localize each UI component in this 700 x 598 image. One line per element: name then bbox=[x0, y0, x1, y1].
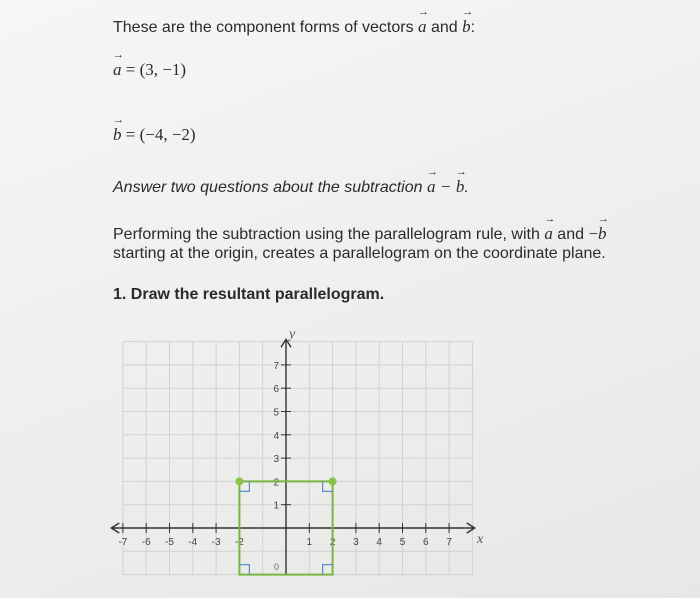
coordinate-graph[interactable] bbox=[105, 318, 495, 578]
vector-b-equation bbox=[113, 125, 196, 145]
vector-a-equation bbox=[113, 60, 186, 80]
intro-label: These are the component forms of vectors bbox=[113, 19, 414, 36]
paragraph-vector-b: → b bbox=[598, 224, 607, 244]
y-tick-label: 5 bbox=[273, 407, 279, 419]
x-tick-label: -7 bbox=[118, 537, 128, 548]
x-tick-label: -5 bbox=[165, 537, 174, 548]
x-tick-label: -4 bbox=[188, 537, 198, 548]
question-minus: − bbox=[439, 177, 452, 196]
vector-b-name: → b bbox=[113, 125, 122, 145]
x-tick-label: 6 bbox=[423, 537, 429, 548]
x-tick-label: -3 bbox=[211, 537, 221, 548]
vector-b-value: = (−4, −2) bbox=[125, 125, 196, 144]
x-tick-label: 4 bbox=[376, 537, 382, 548]
y-tick-label: 6 bbox=[273, 384, 279, 396]
vector-a-symbol: → a bbox=[418, 17, 427, 37]
x-tick-label: 7 bbox=[446, 537, 452, 548]
paragraph-minus: − bbox=[588, 224, 599, 243]
y-tick-label: 7 bbox=[273, 360, 279, 372]
question-text bbox=[113, 177, 469, 197]
right-angle-marker bbox=[323, 565, 333, 575]
vertex-handle[interactable] bbox=[235, 477, 243, 485]
vertex-handle[interactable] bbox=[329, 477, 337, 485]
x-tick-label: 3 bbox=[353, 537, 359, 548]
graph-grid bbox=[123, 342, 473, 575]
partial-tick-label: 0 bbox=[274, 561, 280, 572]
vector-b-symbol: → b bbox=[462, 17, 471, 37]
paragraph-line-2: starting at the origin, creates a parallelogram on the coordinate plane. bbox=[113, 245, 606, 262]
paragraph-vector-a: → a bbox=[544, 224, 553, 244]
question-label: Answer two questions about the subtraction bbox=[113, 179, 423, 196]
paragraph-text-1: Performing the subtraction using the parallelogram rule, with bbox=[113, 226, 540, 243]
question-vector-b: → b bbox=[456, 177, 465, 197]
x-tick-label: 1 bbox=[306, 537, 313, 548]
question-period: . bbox=[464, 179, 469, 196]
y-axis-label: y bbox=[289, 327, 296, 342]
vector-a-name: → a bbox=[113, 60, 122, 80]
y-tick-label: 1 bbox=[273, 500, 279, 512]
intro-text bbox=[113, 17, 475, 37]
right-angle-marker bbox=[239, 565, 249, 575]
y-tick-label: 2 bbox=[273, 477, 279, 489]
x-tick-label: 2 bbox=[329, 537, 336, 548]
x-axis-label: x bbox=[477, 532, 484, 547]
x-tick-label: -2 bbox=[234, 537, 244, 548]
vector-a-value: = (3, −1) bbox=[125, 60, 186, 79]
task-heading: 1. Draw the resultant parallelogram. bbox=[113, 286, 385, 303]
y-tick-label: 4 bbox=[273, 430, 279, 442]
paragraph-and: and bbox=[557, 226, 584, 243]
question-vector-a: → a bbox=[427, 177, 436, 197]
paragraph-line-1 bbox=[113, 224, 607, 244]
x-tick-label: 5 bbox=[399, 537, 406, 548]
x-tick-label: -6 bbox=[141, 537, 151, 548]
intro-colon: : bbox=[470, 19, 476, 36]
intro-and: and bbox=[431, 19, 458, 36]
y-tick-label: 3 bbox=[273, 454, 279, 466]
